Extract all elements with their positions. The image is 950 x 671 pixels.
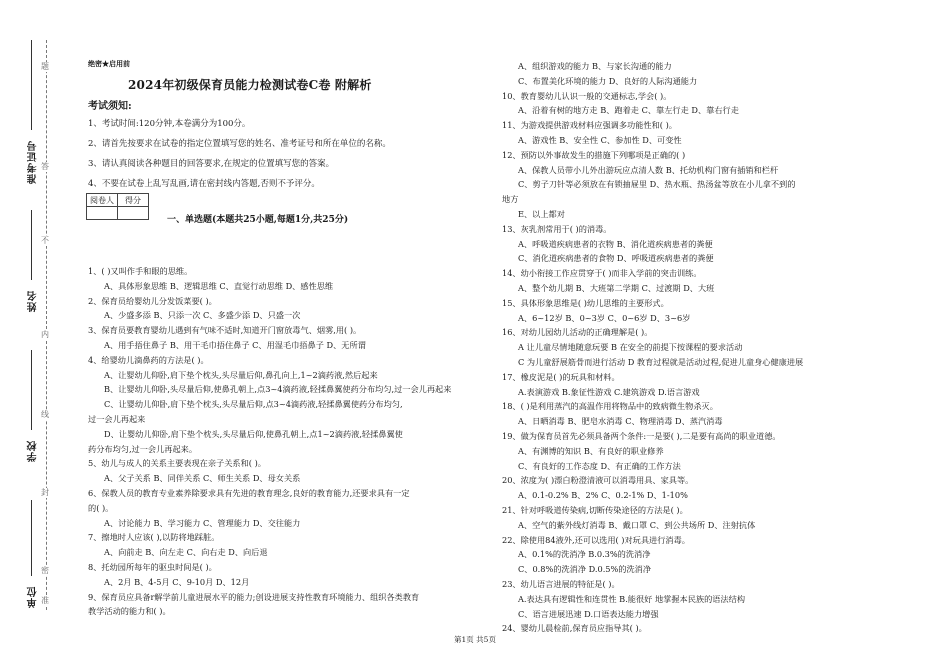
seal-mark: 答: [41, 162, 49, 171]
question-line: B、让婴幼儿仰卧,头尽量后仰,使鼻孔朝上,点3~4滴药液,轻揉鼻翼使药分布均匀,过一会儿再起来: [104, 384, 452, 395]
binding-margin: [0, 0, 60, 671]
score-table-header-grader: 阅卷人: [87, 194, 118, 207]
question-line: 17、橡皮泥是( )的玩具和材料。: [502, 371, 620, 382]
seal-mark: 封: [41, 488, 49, 497]
school-blank[interactable]: [31, 350, 32, 430]
question-line: A、让婴幼儿仰卧,肩下垫个枕头,头尽量后仰,鼻孔向上,1~2滴药液,然后起来: [104, 369, 378, 380]
question-line: C、语言进展迅速 D.口语表达能力增强: [518, 608, 659, 619]
question-line: A、父子关系 B、同伴关系 C、师生关系 D、母女关系: [104, 473, 301, 484]
exam-id-blank[interactable]: [31, 40, 32, 130]
seal-mark: 内: [41, 330, 49, 339]
page-title: 2024年初级保育员能力检测试卷C卷 附解析: [128, 78, 372, 92]
question-line: 6、保教人员的教育专业素养除要求具有先进的教育理念,良好的教育能力,还要求具有一定: [88, 488, 410, 498]
question-line: 11、为游戏提供游戏材料应强调多功能性和( )。: [502, 120, 677, 131]
question-line: 12、预防以外事故发生的措施下列哪项是正确的( ): [502, 149, 686, 160]
question-line: C、消化道疾病患者的食物 D、呼吸道疾病患者的粪便: [518, 253, 714, 264]
notice-heading: 考试须知:: [88, 101, 132, 112]
question-line: 9、保育员应具备r解学前儿童进展水平的能力;创设进展支持性教育环境能力、组织各类教育: [88, 591, 420, 602]
question-line: C、让婴幼儿仰卧,肩下垫个枕头,头尽量后仰,点3~4滴药液,轻揉鼻翼使药分布均匀,: [104, 399, 403, 410]
question-line: A、具体形象思维 B、逻辑思维 C、直觉行动思维 D、感性思维: [104, 280, 334, 291]
question-line: 地方: [502, 194, 519, 205]
question-line: 5、幼儿与成人的关系主要表现在亲子关系和( )。: [88, 458, 266, 469]
score-table-header-score: 得分: [118, 194, 149, 207]
question-line: C 为儿童舒展筋骨而进行活动 D 教育过程就是活动过程,促进儿童身心健康进展: [518, 357, 804, 367]
question-line: A、2月 B、4-5月 C、9-10月 D、12月: [104, 576, 250, 587]
school-label: 学校: [28, 440, 39, 462]
question-line: 16、对幼儿园幼儿活动的正确理解是( )。: [502, 327, 653, 338]
question-line: 23、幼儿语言进展的特征是( )。: [502, 579, 620, 589]
question-line: 19、做为保育员首先必须具备两个条件:一是要( ),二是要有高尚的职业道德。: [502, 431, 781, 441]
name-blank[interactable]: [31, 210, 32, 280]
seal-mark: 题: [41, 62, 49, 71]
question-line: A、呼吸道疾病患者的衣物 B、消化道疾病患者的粪便: [518, 238, 713, 249]
question-line: A、组织游戏的能力 B、与家长沟通的能力: [518, 61, 672, 71]
notice-item: 2、请首先按要求在试卷的指定位置填写您的姓名、准考证号和所在单位的名称。: [88, 139, 391, 149]
section-heading: 一、单选题(本题共25小题,每题1分,共25分): [167, 215, 349, 225]
question-line: 14、幼小衔接工作应贯穿于( )而非入学前的突击训练。: [502, 268, 702, 279]
question-line: A、少盛多添 B、只添一次 C、多盛少添 D、只盛一次: [104, 310, 301, 321]
question-line: 21、针对呼吸道传染病,切断传染途径的方法是( )。: [502, 505, 688, 515]
score-table-cell: [118, 207, 149, 220]
seal-mark: 准: [41, 596, 49, 605]
seal-mark: 密: [41, 566, 49, 575]
seal-line: [46, 40, 47, 610]
question-line: 7、擦地时人应该( ),以防将地踩脏。: [88, 532, 220, 543]
question-line: A、有渊博的知识 B、有良好的职业修养: [518, 445, 664, 456]
question-line: E、以上都对: [518, 209, 565, 219]
question-line: A.表演游戏 B.象征性游戏 C.建筑游戏 D.语言游戏: [518, 386, 700, 397]
exam-id-label: 准考证号: [28, 140, 39, 184]
question-line: 4、给婴幼儿滴鼻药的方法是( )。: [88, 354, 209, 365]
question-line: A、用手捂住鼻子 B、用干毛巾捂住鼻子 C、用湿毛巾捂鼻子 D、无所谓: [104, 340, 366, 350]
question-line: A、6~12岁 B、0~3岁 C、0~6岁 D、3~6岁: [518, 312, 691, 323]
question-line: D、让婴幼儿仰卧,肩下垫个枕头,头尽量后仰,使鼻孔朝上,点1~2滴药液,轻揉鼻翼使: [104, 428, 403, 439]
question-line: 2、保育员给婴幼儿分发饭菜要( )。: [88, 295, 217, 306]
score-table: [86, 193, 149, 220]
question-line: A、0.1-0.2% B、2% C、0.2-1% D、1-10%: [518, 490, 688, 501]
score-table-cell: [87, 207, 118, 220]
question-line: C、剪子刀针等必须放在有锁抽屉里 D、热水瓶、热汤盆等放在小儿拿不到的: [518, 179, 796, 190]
unit-label: 单位: [28, 586, 39, 608]
secret-mark: 绝密★启用前: [88, 59, 130, 68]
question-line: 20、浓度为( )漂白粉澄清液可以消毒用具、家具等。: [502, 475, 694, 486]
seal-mark: 不: [41, 236, 49, 245]
question-line: 13、灰乳剂常用于( )的消毒。: [502, 223, 612, 234]
question-line: 药分布均匀,过一会儿再起来。: [88, 443, 198, 454]
question-line: 22、除使用84液外,还可以选用( )对玩具进行消毒。: [502, 534, 690, 545]
question-line: 教学活动的能力和( )。: [88, 606, 171, 617]
question-line: C、布置美化环境的能力 D、良好的人际沟通能力: [518, 75, 698, 86]
notice-item: 4、不要在试卷上乱写乱画,请在密封线内答题,否则不予评分。: [88, 179, 320, 189]
question-line: C、0.8%的洗消净 D.0.5%的洗消净: [518, 564, 652, 575]
question-line: 3、保育员要教育婴幼儿遇到有气味不适时,知道开门窗放毒气、烟雾,用( )。: [88, 325, 362, 336]
notice-item: 1、考试时间:120分钟,本卷满分为100分。: [88, 119, 251, 129]
question-line: A、0.1%的洗消净 B.0.3%的洗消净: [518, 549, 651, 560]
question-line: A、讨论能力 B、学习能力 C、管理能力 D、交往能力: [104, 517, 301, 528]
question-line: A、日晒消毒 B、肥皂水消毒 C、物理消毒 D、蒸汽消毒: [518, 416, 723, 427]
question-line: A、沿着有树的地方走 B、跑着走 C、靠左行走 D、靠右行走: [518, 105, 739, 116]
question-line: 的( )。: [88, 502, 114, 513]
question-line: A、游戏性 B、安全性 C、参加性 D、可变性: [518, 135, 682, 145]
question-line: A.表达具有逻辑性和连贯性 B.能很好 地掌握本民族的语法结构: [518, 593, 746, 604]
question-line: 18、( )是利用蒸汽的高温作用将物品中的致病微生物杀灭。: [502, 401, 718, 412]
question-line: 过一会儿再起来: [88, 414, 146, 424]
question-line: C、有良好的工作态度 D、有正确的工作方法: [518, 460, 681, 471]
seal-mark: 线: [41, 410, 49, 419]
question-line: 15、具体形象思维是( )幼儿思维的主要形式。: [502, 297, 669, 308]
question-line: 10、教育婴幼儿认识一般的交通标志,学会( )。: [502, 90, 672, 101]
question-line: 24、婴幼儿晨检前,保育员应指导其( )。: [502, 623, 647, 634]
unit-blank[interactable]: [31, 500, 32, 576]
question-line: 1、( )又叫作手和眼的思维。: [88, 266, 193, 276]
question-line: A 让儿童尽情地随意玩要 B 在安全的前提下按课程的要求活动: [518, 342, 743, 353]
question-line: A、整个幼儿期 B、大班第二学期 C、过渡期 D、大班: [518, 283, 715, 293]
page-number: 第1页 共5页: [454, 635, 496, 644]
name-label: 姓名: [28, 290, 39, 312]
question-line: A、保教人员带小儿外出游玩应点清人数 B、托幼机构门窗有插销和栏杆: [518, 164, 779, 175]
question-line: A、空气的紫外线灯消毒 B、戴口罩 C、到公共场所 D、注射抗体: [518, 519, 756, 530]
question-line: A、向前走 B、向左走 C、向右走 D、向后退: [104, 547, 268, 558]
notice-item: 3、请认真阅读各种题目的回答要求,在规定的位置填写您的答案。: [88, 159, 335, 169]
question-line: 8、托幼园所每年的驱虫时间是( )。: [88, 562, 217, 572]
